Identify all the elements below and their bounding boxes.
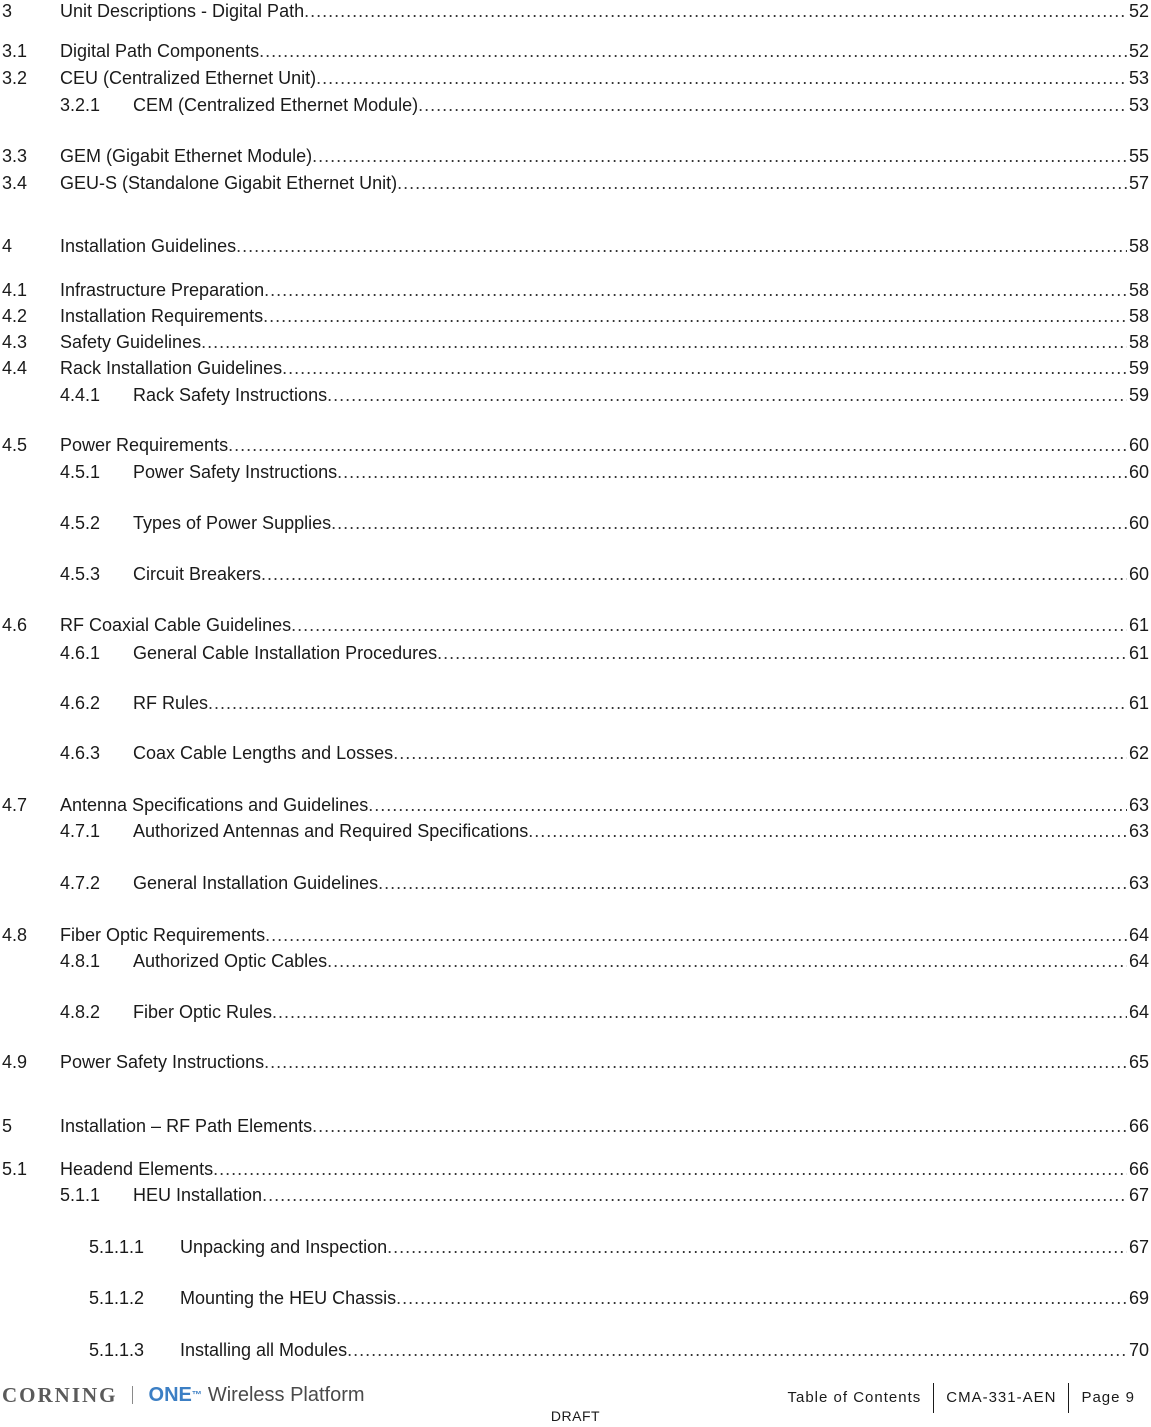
- toc-title: RF Coaxial Cable Guidelines: [60, 615, 292, 635]
- toc-title: Fiber Optic Rules: [133, 1002, 273, 1022]
- toc-page: 52: [1128, 41, 1149, 61]
- toc-title: RF Rules: [133, 693, 209, 713]
- toc-entry-4-3[interactable]: [0, 331, 1151, 353]
- toc-page: 63: [1128, 821, 1149, 841]
- toc-entry-4-6-3[interactable]: [0, 742, 1151, 764]
- toc-number: 3: [2, 1, 13, 21]
- toc-entry-4[interactable]: [0, 235, 1151, 257]
- toc-page: 58: [1128, 306, 1149, 326]
- dot-leader: [259, 40, 1127, 62]
- toc-page: 63: [1128, 873, 1149, 893]
- toc-entry-4-6-1[interactable]: [0, 642, 1151, 664]
- toc-title: Fiber Optic Requirements: [60, 925, 266, 945]
- toc-entry-4-8[interactable]: [0, 924, 1151, 946]
- toc-number: 4.8.1: [60, 951, 101, 971]
- dot-leader: [262, 1184, 1127, 1206]
- toc-title: GEM (Gigabit Ethernet Module): [60, 146, 313, 166]
- toc-title: Installation Requirements: [60, 306, 264, 326]
- toc-title: Rack Safety Instructions: [133, 385, 328, 405]
- toc-page: 69: [1128, 1288, 1149, 1308]
- dot-leader: [261, 563, 1127, 585]
- toc-number: 4.5.2: [60, 513, 101, 533]
- dot-leader: [331, 512, 1127, 534]
- toc-page: 66: [1128, 1159, 1149, 1179]
- dot-leader: [213, 1158, 1127, 1180]
- toc-title: Headend Elements: [60, 1159, 214, 1179]
- toc-number: 4.4.1: [60, 385, 101, 405]
- dot-leader: [264, 279, 1127, 301]
- toc-entry-4-5-1[interactable]: [0, 461, 1151, 483]
- toc-number: 4.2: [2, 306, 28, 326]
- toc-entry-3-2[interactable]: [0, 67, 1151, 89]
- toc-title: General Cable Installation Procedures: [133, 643, 438, 663]
- toc-number: 4.7: [2, 795, 28, 815]
- toc-number: 4.5.1: [60, 462, 101, 482]
- toc-number: 4.6.1: [60, 643, 101, 663]
- toc-entry-4-6[interactable]: [0, 614, 1151, 636]
- toc-number: 5.1: [2, 1159, 28, 1179]
- toc-entry-5-1-1-1[interactable]: [0, 1236, 1151, 1258]
- toc-number: 4.1: [2, 280, 28, 300]
- toc-number: 4.7.1: [60, 821, 101, 841]
- toc-page: 53: [1128, 68, 1149, 88]
- dot-leader: [418, 94, 1127, 116]
- toc-entry-4-4[interactable]: [0, 357, 1151, 379]
- toc-page: 64: [1128, 925, 1149, 945]
- toc-title: Mounting the HEU Chassis: [180, 1288, 397, 1308]
- toc-page: 60: [1128, 513, 1149, 533]
- toc-page: 57: [1128, 173, 1149, 193]
- toc-entry-4-9[interactable]: [0, 1051, 1151, 1073]
- toc-title: Power Requirements: [60, 435, 229, 455]
- toc-entry-3-3[interactable]: [0, 145, 1151, 167]
- toc-page: 67: [1128, 1237, 1149, 1257]
- dot-leader: [263, 305, 1127, 327]
- toc-number: 4.8: [2, 925, 28, 945]
- toc-number: 3.1: [2, 41, 28, 61]
- footer-doc-id: CMA-331-AEN: [933, 1383, 1068, 1413]
- toc-title: Safety Guidelines: [60, 332, 202, 352]
- toc-page: 61: [1128, 643, 1149, 663]
- dot-leader: [396, 1287, 1127, 1309]
- toc-title: CEU (Centralized Ethernet Unit): [60, 68, 317, 88]
- toc-page: 62: [1128, 743, 1149, 763]
- toc-number: 3.2: [2, 68, 28, 88]
- toc-entry-5-1-1-2[interactable]: [0, 1287, 1151, 1309]
- toc-page: 65: [1128, 1052, 1149, 1072]
- logo-divider: [132, 1386, 133, 1404]
- corning-wordmark: CORNING: [2, 1382, 118, 1407]
- toc-title: Authorized Antennas and Required Specifications: [133, 821, 529, 841]
- toc-entry-3-1[interactable]: [0, 40, 1151, 62]
- toc-title: Digital Path Components: [60, 41, 260, 61]
- dot-leader: [397, 172, 1127, 194]
- dot-leader: [228, 434, 1127, 456]
- toc-page: 67: [1128, 1185, 1149, 1205]
- toc-number: 3.3: [2, 146, 28, 166]
- toc-number: 4.9: [2, 1052, 28, 1072]
- toc-entry-4-7-1[interactable]: [0, 820, 1151, 842]
- dot-leader: [327, 384, 1127, 406]
- toc-page: 58: [1128, 280, 1149, 300]
- dot-leader: [337, 461, 1127, 483]
- toc-page: 59: [1128, 385, 1149, 405]
- toc-page: 60: [1128, 564, 1149, 584]
- toc-number: 4.5: [2, 435, 28, 455]
- toc-entry-4-5-2[interactable]: [0, 512, 1151, 534]
- toc-entry-4-6-2[interactable]: [0, 692, 1151, 714]
- toc-title: General Installation Guidelines: [133, 873, 379, 893]
- toc-page: 70: [1128, 1340, 1149, 1360]
- toc-title: Power Safety Instructions: [133, 462, 338, 482]
- dot-leader: [265, 924, 1127, 946]
- dot-leader: [437, 642, 1127, 664]
- dot-leader: [291, 614, 1127, 636]
- toc-title: Coax Cable Lengths and Losses: [133, 743, 394, 763]
- toc-number: 5.1.1.3: [89, 1340, 145, 1360]
- toc-page: 61: [1128, 615, 1149, 635]
- toc-entry-4-7-2[interactable]: [0, 872, 1151, 894]
- toc-entry-3-4[interactable]: [0, 172, 1151, 194]
- dot-leader: [368, 794, 1127, 816]
- toc-entry-4-4-1[interactable]: [0, 384, 1151, 406]
- dot-leader: [236, 235, 1127, 257]
- toc-number: 5: [2, 1116, 13, 1136]
- toc-page: 53: [1128, 95, 1149, 115]
- toc-number: 3.2.1: [60, 95, 101, 115]
- dot-leader: [208, 692, 1127, 714]
- dot-leader: [387, 1236, 1127, 1258]
- corning-one-logo: [2, 1382, 365, 1408]
- toc-title: Installation – RF Path Elements: [60, 1116, 313, 1136]
- dot-leader: [393, 742, 1127, 764]
- platform-wordmark: Wireless Platform: [207, 1383, 365, 1406]
- toc-number: 4.6: [2, 615, 28, 635]
- toc-title: Rack Installation Guidelines: [60, 358, 283, 378]
- toc-number: 4.8.2: [60, 1002, 101, 1022]
- draft-watermark: DRAFT: [550, 1408, 601, 1424]
- toc-number: 5.1.1.2: [89, 1288, 145, 1308]
- toc-title: Power Safety Instructions: [60, 1052, 265, 1072]
- toc-page: 64: [1128, 951, 1149, 971]
- toc-entry-4-1[interactable]: [0, 279, 1151, 301]
- dot-leader: [327, 950, 1127, 972]
- toc-entry-5-1-1-3[interactable]: [0, 1339, 1151, 1361]
- toc-title: GEU-S (Standalone Gigabit Ethernet Unit): [60, 173, 398, 193]
- toc-page: 58: [1128, 236, 1149, 256]
- trademark-mark: ™: [191, 1389, 202, 1401]
- toc-title: Infrastructure Preparation: [60, 280, 265, 300]
- dot-leader: [347, 1339, 1127, 1361]
- toc-number: 4.4: [2, 358, 28, 378]
- toc-number: 4.3: [2, 332, 28, 352]
- toc-page: 55: [1128, 146, 1149, 166]
- toc-entry-4-2[interactable]: [0, 305, 1151, 327]
- toc-number: 4.7.2: [60, 873, 101, 893]
- toc-entry-4-7[interactable]: [0, 794, 1151, 816]
- toc-page: 66: [1128, 1116, 1149, 1136]
- dot-leader: [316, 67, 1127, 89]
- toc-entry-3[interactable]: [0, 0, 1151, 22]
- toc-entry-4-8-1[interactable]: [0, 950, 1151, 972]
- toc-entry-3-2-1[interactable]: [0, 94, 1151, 116]
- toc-title: Installing all Modules: [180, 1340, 348, 1360]
- toc-page: 64: [1128, 1002, 1149, 1022]
- dot-leader: [201, 331, 1127, 353]
- toc-title: Authorized Optic Cables: [133, 951, 328, 971]
- toc-title: Unit Descriptions - Digital Path: [60, 1, 305, 21]
- toc-page: 58: [1128, 332, 1149, 352]
- toc-title: Antenna Specifications and Guidelines: [60, 795, 369, 815]
- one-wordmark: ONE: [148, 1383, 192, 1406]
- toc-page: 60: [1128, 435, 1149, 455]
- toc-number: 4.6.2: [60, 693, 101, 713]
- toc-title: HEU Installation: [133, 1185, 263, 1205]
- toc-page: 59: [1128, 358, 1149, 378]
- dot-leader: [272, 1001, 1127, 1023]
- toc-entry-4-5-3[interactable]: [0, 563, 1151, 585]
- toc-entry-5[interactable]: [0, 1115, 1151, 1137]
- dot-leader: [282, 357, 1127, 379]
- toc-page: 63: [1128, 795, 1149, 815]
- toc-title: Circuit Breakers: [133, 564, 262, 584]
- footer-section: Table of Contents: [787, 1389, 922, 1406]
- toc-entry-4-8-2[interactable]: [0, 1001, 1151, 1023]
- dot-leader: [304, 0, 1127, 22]
- toc-page: 60: [1128, 462, 1149, 482]
- toc-title: CEM (Centralized Ethernet Module): [133, 95, 419, 115]
- toc-title: Types of Power Supplies: [133, 513, 332, 533]
- toc-entry-5-1-1[interactable]: [0, 1184, 1151, 1206]
- dot-leader: [378, 872, 1127, 894]
- footer-page-number: Page 9: [1068, 1383, 1147, 1413]
- dot-leader: [264, 1051, 1127, 1073]
- toc-entry-4-5[interactable]: [0, 434, 1151, 456]
- dot-leader: [312, 1115, 1127, 1137]
- toc-entry-5-1[interactable]: [0, 1158, 1151, 1180]
- toc-number: 4.5.3: [60, 564, 101, 584]
- toc-title: Unpacking and Inspection: [180, 1237, 388, 1257]
- toc-page: 52: [1128, 1, 1149, 21]
- toc-number: 3.4: [2, 173, 28, 193]
- toc-number: 4: [2, 236, 13, 256]
- toc-page: 61: [1128, 693, 1149, 713]
- toc-title: Installation Guidelines: [60, 236, 237, 256]
- dot-leader: [528, 820, 1127, 842]
- toc-number: 5.1.1.1: [89, 1237, 145, 1257]
- dot-leader: [312, 145, 1127, 167]
- toc-number: 4.6.3: [60, 743, 101, 763]
- toc-number: 5.1.1: [60, 1185, 101, 1205]
